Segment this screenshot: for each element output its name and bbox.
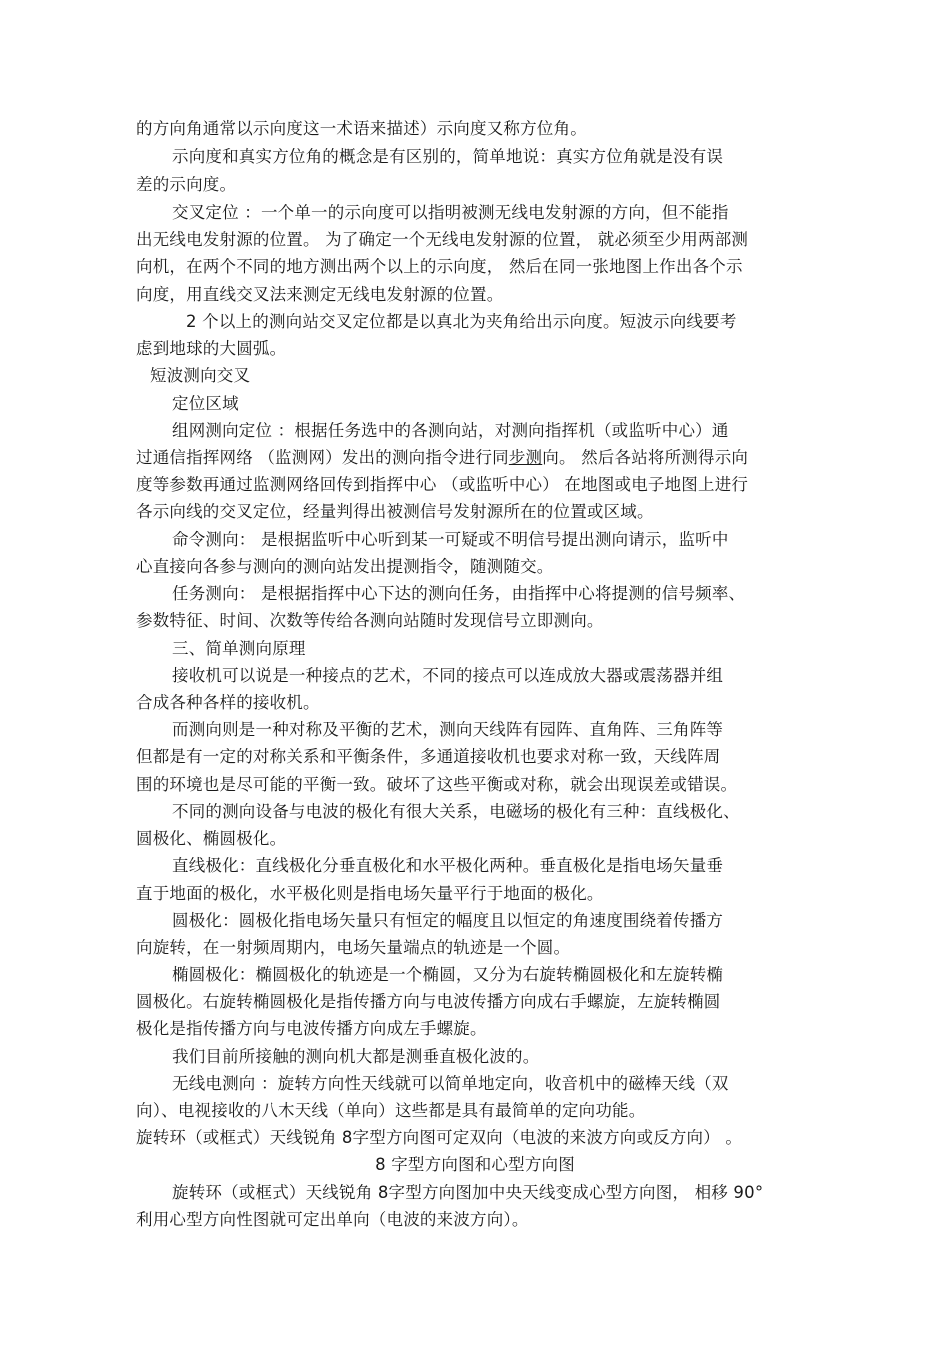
text-line: 向）、电视接收的八木天线（单向）这些都是具有最简单的定向功能。 xyxy=(136,1101,646,1120)
text-line: 心直接向各参与测向的测向站发出提测指令，随测随交。 xyxy=(136,557,554,576)
text-line: 组网测向定位 ：根据任务选中的各测向站，对测向指挥机（或监听中心）通 xyxy=(172,421,729,440)
text-span: 向。 然后各站将所测得示向 xyxy=(542,448,749,467)
text-line: 圆极化、椭圆极化。 xyxy=(136,829,287,848)
section-heading: 三、简单测向原理 xyxy=(172,639,306,658)
text-line: 直于地面的极化，水平极化则是指电场矢量平行于地面的极化。 xyxy=(136,884,604,903)
text-line: 我们目前所接触的测向机大都是测垂直极化波的。 xyxy=(172,1047,540,1066)
text-line: 参数特征、时间、次数等传给各测向站随时发现信号立即测向。 xyxy=(136,611,604,630)
text-line: 但都是有一定的对称关系和平衡条件，多通道接收机也要求对称一致，天线阵周 xyxy=(136,747,721,766)
text-line: 向度，用直线交叉法来测定无线电发射源的位置。 xyxy=(136,285,504,304)
text-line: 的方向角通常以示向度这一术语来描述）示向度又称方位角。 xyxy=(136,119,587,138)
text-line: 出无线电发射源的位置。 为了确定一个无线电发射源的位置， 就必须至少用两部测 xyxy=(136,230,749,249)
text-line: 向机，在两个不同的地方测出两个以上的示向度， 然后在同一张地图上作出各个示 xyxy=(136,257,743,276)
text-line: 各示向线的交叉定位，经量判得出被测信号发射源所在的位置或区域。 xyxy=(136,502,654,521)
text-line: 命令测向： 是根据监听中心听到某一可疑或不明信号提出测向请示，监听中 xyxy=(172,530,729,549)
text-line: 2 个以上的测向站交叉定位都是以真北为夹角给出示向度。短波示向线要考 xyxy=(186,312,737,331)
text-line: 旋转环（或框式）天线锐角 8字型方向图可定双向（电波的来波方向或反方向） 。 xyxy=(136,1128,743,1147)
centered-caption: 8 字型方向图和心型方向图 xyxy=(375,1155,575,1174)
text-line: 度等参数再通过监测网络回传到指挥中心 （或监听中心） 在地图或电子地图上进行 xyxy=(136,475,749,494)
text-line: 示向度和真实方位角的概念是有区别的，简单地说：真实方位角就是没有误 xyxy=(172,147,724,166)
text-line: 圆极化：圆极化指电场矢量只有恒定的幅度且以恒定的角速度围绕着传播方 xyxy=(172,911,724,930)
text-span: 过通信指挥网络 （监测网）发出的测向指令进行同 xyxy=(136,448,509,467)
text-line: 无线电测向 ：旋转方向性天线就可以简单地定向，收音机中的磁棒天线（双 xyxy=(172,1074,729,1093)
text-line: 向旋转，在一射频周期内，电场矢量端点的轨迹是一个圆。 xyxy=(136,938,571,957)
text-line: 定位区域 xyxy=(172,394,239,413)
text-line: 围的环境也是尽可能的平衡一致。破坏了这些平衡或对称，就会出现误差或错误。 xyxy=(136,775,738,794)
text-line: 直线极化：直线极化分垂直极化和水平极化两种。垂直极化是指电场矢量垂 xyxy=(172,856,724,875)
text-line: 椭圆极化：椭圆极化的轨迹是一个椭圆，又分为右旋转椭圆极化和左旋转椭 xyxy=(172,965,724,984)
text-line xyxy=(136,447,748,469)
text-line: 极化是指传播方向与电波传播方向成左手螺旋。 xyxy=(136,1019,487,1038)
text-line: 利用心型方向性图就可定出单向（电波的来波方向）。 xyxy=(136,1210,529,1229)
text-line: 而测向则是一种对称及平衡的艺术，测向天线阵有园阵、直角阵、三角阵等 xyxy=(172,720,724,739)
text-line: 交叉定位 ：一个单一的示向度可以指明被测无线电发射源的方向，但不能指 xyxy=(172,203,729,222)
text-line: 虑到地球的大圆弧。 xyxy=(136,339,287,358)
text-line: 合成各种各样的接收机。 xyxy=(136,693,320,712)
text-line: 差的示向度。 xyxy=(136,175,237,194)
text-line: 接收机可以说是一种接点的艺术，不同的接点可以连成放大器或震荡器并组 xyxy=(172,666,724,685)
text-line: 短波测向交叉 xyxy=(150,366,251,385)
underlined-text: 步测 xyxy=(508,448,543,467)
text-line: 不同的测向设备与电波的极化有很大关系，电磁场的极化有三种：直线极化、 xyxy=(172,802,740,821)
text-line: 任务测向： 是根据指挥中心下达的测向任务，由指挥中心将提测的信号频率、 xyxy=(172,584,746,603)
text-line: 圆极化。右旋转椭圆极化是指传播方向与电波传播方向成右手螺旋，左旋转椭圆 xyxy=(136,992,721,1011)
text-line: 旋转环（或框式）天线锐角 8字型方向图加中央天线变成心型方向图， 相移 90° xyxy=(172,1183,764,1202)
